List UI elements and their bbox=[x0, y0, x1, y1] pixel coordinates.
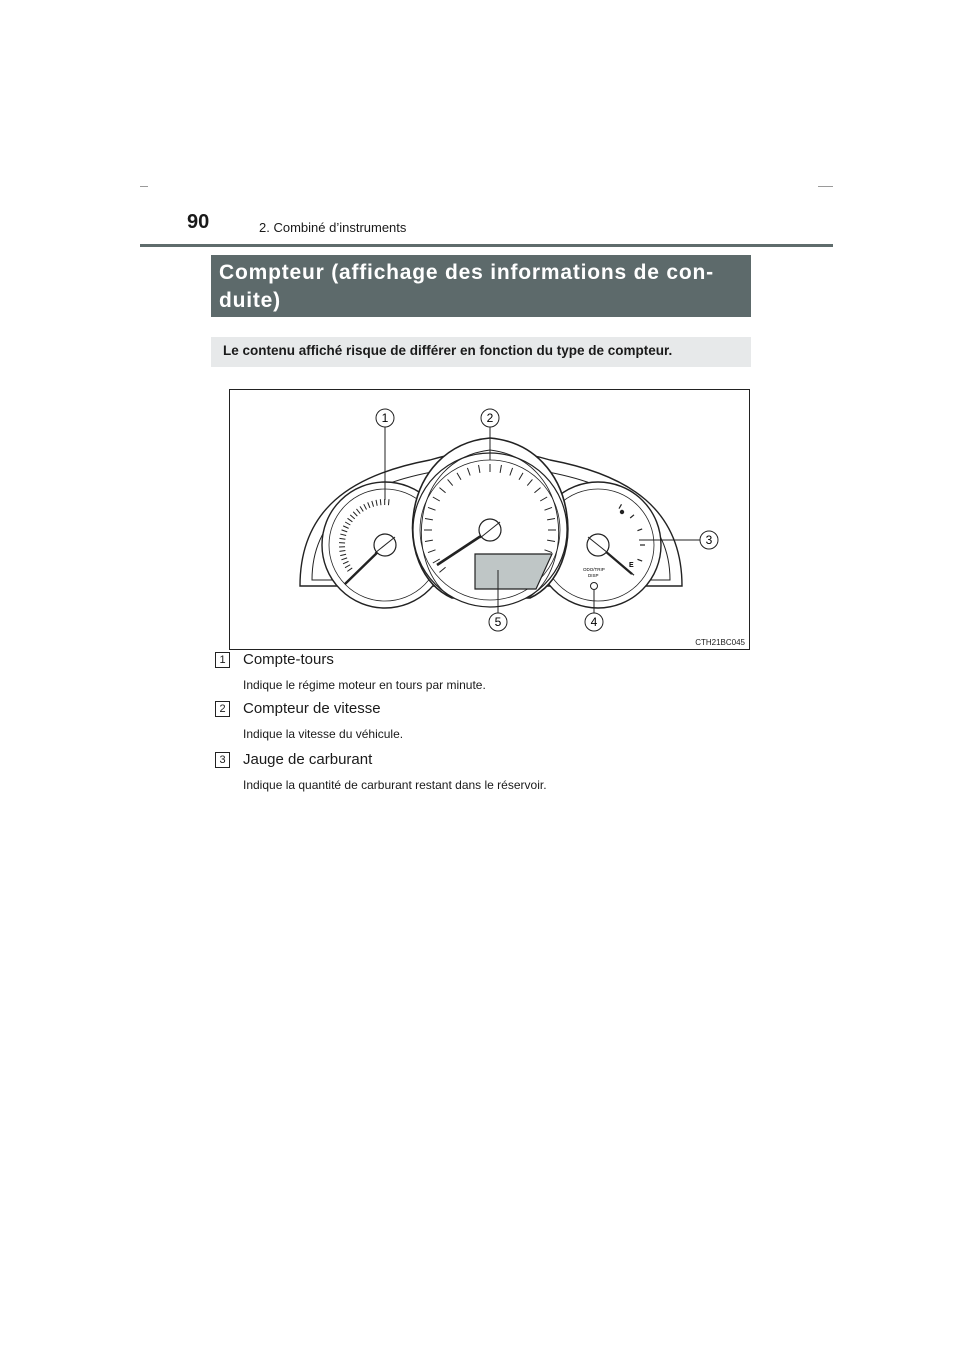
speedometer-gauge bbox=[413, 438, 568, 607]
svg-text:2: 2 bbox=[486, 411, 494, 425]
fuel-pump-icon bbox=[620, 510, 624, 514]
figure-code: CTH21BC045 bbox=[695, 638, 745, 647]
instrument-cluster-figure bbox=[229, 389, 750, 650]
section-title bbox=[211, 255, 751, 317]
callout-1 bbox=[376, 409, 394, 427]
callout-5 bbox=[489, 613, 507, 631]
gauge-tick bbox=[380, 499, 381, 505]
callout-3 bbox=[700, 531, 718, 549]
callout-2 bbox=[481, 409, 499, 427]
odo-trip-knob bbox=[591, 583, 598, 590]
crop-mark-right bbox=[818, 186, 833, 187]
svg-text:5: 5 bbox=[494, 615, 502, 629]
item-title: Compte-tours bbox=[243, 651, 334, 668]
item-description: Indique la vitesse du véhicule. bbox=[243, 727, 404, 741]
item-description: Indique la quantité de carburant restant dans le réservoir. bbox=[243, 778, 547, 792]
instrument-cluster-illustration bbox=[230, 390, 751, 651]
crop-mark-left bbox=[140, 186, 148, 187]
item-title: Compteur de vitesse bbox=[243, 700, 381, 717]
odo-disp-label: DISP bbox=[588, 573, 599, 578]
item-number: 2 bbox=[215, 701, 230, 717]
section-title-line1: Compteur (affichage des informations de con- bbox=[219, 261, 714, 284]
svg-text:1: 1 bbox=[381, 411, 389, 425]
gauge-tick bbox=[388, 499, 389, 505]
item-description: Indique le régime moteur en tours par minute. bbox=[243, 678, 486, 692]
page-number: 90 bbox=[187, 211, 210, 233]
section-title-line2: duite) bbox=[219, 289, 281, 312]
item-number: 3 bbox=[215, 752, 230, 768]
item-number: 1 bbox=[215, 652, 230, 668]
svg-text:4: 4 bbox=[590, 615, 598, 629]
chapter-title: 2. Combiné d’instruments bbox=[259, 220, 407, 235]
fuel-empty-label: E bbox=[629, 562, 634, 569]
header-rule bbox=[140, 244, 833, 247]
item-title: Jauge de carburant bbox=[243, 751, 373, 768]
callout-4 bbox=[585, 613, 603, 631]
note-box: Le contenu affiché risque de différer en fonction du type de compteur. bbox=[211, 337, 751, 367]
svg-text:3: 3 bbox=[705, 533, 713, 547]
odo-trip-label: ODO/TRIP bbox=[583, 567, 605, 572]
